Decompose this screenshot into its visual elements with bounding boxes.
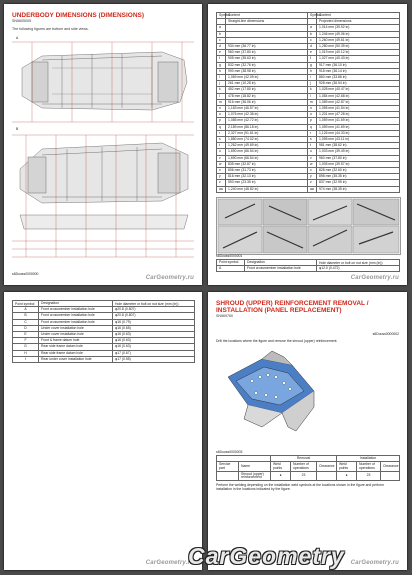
right-symbol: d: [308, 44, 317, 50]
point-designation: Rear side frame datum hole: [39, 350, 113, 356]
figure-caption: s6Douss0000000: [12, 272, 39, 276]
pt-header-hole: Hole diameter or bolt on nut size (mm (in)): [113, 301, 195, 307]
page-logo: CarGeometry.ru: [145, 560, 194, 566]
right-symbol: e: [308, 50, 317, 56]
point-designation: Rear side frame datum hole: [39, 344, 113, 350]
point-symbol: I: [13, 356, 39, 362]
right-symbol: u: [308, 149, 317, 155]
point-symbol-table: [216, 259, 400, 272]
group-header-removal: Removal: [271, 456, 337, 462]
weld-header: Number of operations: [291, 462, 317, 472]
right-symbol: w: [308, 161, 317, 167]
point-symbol: D: [13, 325, 39, 331]
left-value: 934 mm (36.77 in): [226, 44, 308, 50]
left-value: 1,880 mm (74.02 in): [226, 137, 308, 143]
right-symbol: r: [308, 130, 317, 136]
figure-b-label: B: [16, 127, 19, 131]
figure-a-label: A: [16, 36, 19, 40]
left-value: 806 mm (31.73 in): [226, 168, 308, 174]
left-symbol: v: [217, 155, 226, 161]
pt-header-symbol: Point symbol: [13, 301, 39, 307]
left-symbol: r: [217, 130, 226, 136]
weld-header: Weld points: [337, 462, 357, 472]
left-symbol: aa: [217, 186, 226, 192]
page-point-symbols: [4, 292, 202, 570]
left-symbol: y: [217, 174, 226, 180]
left-symbol: g: [217, 62, 226, 68]
right-symbol: i: [308, 75, 317, 81]
left-symbol: l: [217, 93, 226, 99]
right-symbol: v: [308, 155, 317, 161]
right-value: 1,055 mm (41.54 in): [317, 106, 400, 112]
page-shroud-removal: [208, 292, 407, 570]
left-value: 1,069 mm (42.09 in): [226, 75, 308, 81]
left-value: 1,690 mm (66.54 in): [226, 155, 308, 161]
ps-header-hole: Hole diameter or bolt on nut size (mm (in)): [317, 260, 400, 266]
point-designation: Rear under cover installation hole: [39, 356, 113, 362]
left-symbol: o: [217, 112, 226, 118]
left-symbol: b: [217, 31, 226, 37]
left-symbol: n: [217, 106, 226, 112]
page-logo: CarGeometry.ru: [350, 560, 399, 566]
left-value: 478 mm (18.82 in): [226, 93, 308, 99]
sub-header-projected: Projected dimensions: [317, 19, 400, 25]
right-value: 918 mm (36.14 in): [317, 68, 400, 74]
right-value: 1,019 mm (40.12 in): [317, 50, 400, 56]
left-symbol: s: [217, 137, 226, 143]
right-value: 898 mm (35.35 in): [317, 174, 400, 180]
right-value: 981 mm (38.62 in): [317, 143, 400, 149]
right-symbol: y: [308, 174, 317, 180]
right-value: 1,003 mm (39.49 in): [317, 149, 400, 155]
page-title: UNDERBODY DIMENSIONS (DIMENSIONS): [12, 12, 145, 19]
page-underbody-dimensions: [4, 4, 202, 285]
point-hole-size: φ20.8 (0.807): [113, 307, 195, 313]
page-logo: CarGeometry.ru: [145, 275, 194, 281]
header-symbol-left: Symbol: [217, 13, 226, 19]
right-symbol: p: [308, 118, 317, 124]
left-value: 452 mm (17.80 in): [226, 87, 308, 93]
underbody-side-view: [12, 129, 194, 269]
left-value: 960 mm (37.80 in): [226, 50, 308, 56]
left-symbol: e: [217, 50, 226, 56]
right-symbol: g: [308, 62, 317, 68]
right-symbol: x: [308, 168, 317, 174]
figure-caption: s6Douss0000003: [216, 450, 243, 454]
doc-id: SN569760: [216, 314, 233, 318]
weld-header: Weld points: [271, 462, 291, 472]
point-designation: Front crossmember installation hole: [39, 313, 113, 319]
footnote: Perform the welding depending on the installation weld symbols at the locations shown in the figure and perform installation in the locations indicated by the figure.: [216, 483, 384, 492]
right-value: 1,246 mm (49.06 in): [317, 31, 400, 37]
ps-header-symbol: Point symbol: [217, 260, 245, 266]
right-symbol: a: [308, 25, 317, 31]
point-designation: Under cover installation hole: [39, 325, 113, 331]
weld-cell: 23: [357, 472, 381, 481]
left-value: 1,262 mm (49.69 in): [226, 143, 308, 149]
point-row: [13, 356, 195, 362]
point-symbol: B: [13, 313, 39, 319]
right-symbol: m: [308, 99, 317, 105]
right-symbol: o: [308, 112, 317, 118]
header-content-left: Content: [226, 13, 308, 19]
right-value: 837 mm (32.95 in): [317, 180, 400, 186]
weld-cell: [381, 472, 400, 481]
point-hole-size: φ16 (0.63): [113, 338, 195, 344]
doc-id: SN5605005: [12, 19, 31, 23]
left-symbol: x: [217, 168, 226, 174]
repair-photos-grid: [217, 198, 400, 254]
weld-cell: [217, 472, 239, 481]
instruction-note: Drill the locations where the figure and remove the shroud (upper) reinforcement.: [216, 339, 338, 343]
weld-header: Name: [239, 462, 271, 472]
photo-panel: [216, 197, 401, 255]
right-symbol: f: [308, 56, 317, 62]
point-hole-size: φ17 (0.67): [113, 350, 195, 356]
right-symbol: t: [308, 143, 317, 149]
dimension-row: [217, 186, 400, 192]
shroud-reinforcement-illustration: [222, 347, 322, 433]
right-symbol: k: [308, 87, 317, 93]
left-symbol: z: [217, 180, 226, 186]
page-dimensions-table: [208, 4, 407, 285]
right-symbol: n: [308, 106, 317, 112]
point-symbol: G: [13, 344, 39, 350]
left-symbol: a: [217, 25, 226, 31]
left-value: 2,327 mm (91.61 in): [226, 130, 308, 136]
pt-header-designation: Designation: [39, 301, 113, 307]
left-symbol: d: [217, 44, 226, 50]
right-value: 1,126 mm (44.33 in): [317, 130, 400, 136]
left-value: 1,183 mm (46.57 in): [226, 106, 308, 112]
right-symbol: z: [308, 180, 317, 186]
right-value: 1,260 mm (49.61 in): [317, 37, 400, 43]
right-value: 928 mm (36.54 in): [317, 81, 400, 87]
header-symbol-right: Symbol: [308, 13, 317, 19]
right-value: 860 mm (33.86 in): [317, 75, 400, 81]
right-value: 1,014 mm (39.92 in): [317, 25, 400, 31]
right-symbol: b: [308, 31, 317, 37]
underbody-bottom-view: [12, 38, 194, 126]
ps-header-designation: Designation: [245, 260, 317, 266]
left-value: 1,240 mm (48.82 in): [226, 186, 308, 192]
left-value: 1,085 mm (42.72 in): [226, 118, 308, 124]
right-value: 1,280 mm (50.39 in): [317, 44, 400, 50]
left-value: 832 mm (32.76 in): [226, 62, 308, 68]
weld-header: Number of operations: [357, 462, 381, 472]
left-value: 990 mm (38.98 in): [226, 68, 308, 74]
left-symbol: i: [217, 75, 226, 81]
weld-cell: ●: [271, 472, 291, 481]
left-symbol: u: [217, 149, 226, 155]
right-value: 960 mm (37.80 in): [317, 155, 400, 161]
left-symbol: h: [217, 68, 226, 74]
right-value: 1,005 mm (39.57 in): [317, 161, 400, 167]
right-value: 1,089 mm (42.87 in): [317, 99, 400, 105]
point-hole-size: φ20.8 (0.807): [113, 313, 195, 319]
left-symbol: w: [217, 161, 226, 167]
weld-cell: ●: [337, 472, 357, 481]
left-symbol: q: [217, 124, 226, 130]
left-symbol: c: [217, 37, 226, 43]
point-symbol: C: [13, 319, 39, 325]
point-designation: Front crossmember installation hole: [39, 319, 113, 325]
left-value: 1,076 mm (42.36 in): [226, 112, 308, 118]
header-content-right: Content: [317, 13, 400, 19]
left-symbol: f: [217, 56, 226, 62]
right-symbol: c: [308, 37, 317, 43]
right-value: 1,059 mm (41.69 in): [317, 124, 400, 130]
left-value: 261 mm (10.28 in): [226, 81, 308, 87]
point-hole-size: φ16 (0.63): [113, 344, 195, 350]
intro-note: The following figures are bottom and side views.: [12, 27, 89, 31]
ps-row-designation: Front crossmember installation hole: [245, 266, 317, 272]
sub-header-straight: Straight-line dimensions: [226, 19, 308, 25]
left-value: 905 mm (35.63 in): [226, 56, 308, 62]
right-symbol: s: [308, 137, 317, 143]
right-symbol: aa: [308, 186, 317, 192]
right-value: 974 mm (38.35 in): [317, 186, 400, 192]
right-value: 1,028 mm (40.47 in): [317, 87, 400, 93]
point-hole-size: φ17 (0.55): [113, 356, 195, 362]
right-symbol: l: [308, 93, 317, 99]
left-symbol: k: [217, 87, 226, 93]
point-symbols-table: [12, 300, 195, 363]
right-value: 1,084 mm (42.68 in): [317, 93, 400, 99]
point-designation: Under cover installation hole: [39, 332, 113, 338]
weld-header: Clearance: [317, 462, 337, 472]
point-hole-size: φ16 (0.65): [113, 325, 195, 331]
page-title: SHROUD (UPPER) REINFORCEMENT REMOVAL / INSTALLATION (PANEL REPLACEMENT): [216, 300, 369, 314]
point-designation: Front & frame datum hole: [39, 338, 113, 344]
point-designation: Front crossmember installation hole: [39, 307, 113, 313]
right-symbol: h: [308, 68, 317, 74]
ps-row-hole: φ12.0 (0.472): [317, 266, 400, 272]
right-symbol: j: [308, 81, 317, 87]
left-value: 816 mm (32.13 in): [226, 174, 308, 180]
left-value: 916 mm (36.06 in): [226, 99, 308, 105]
left-symbol: t: [217, 143, 226, 149]
ps-row-symbol: A: [217, 266, 245, 272]
left-value: 835 mm (32.87 in): [226, 161, 308, 167]
weld-cell: [317, 472, 337, 481]
watermark-logo: CarGeometry: [188, 543, 345, 569]
point-symbol: H: [13, 350, 39, 356]
weld-cell: 23: [291, 472, 317, 481]
left-symbol: m: [217, 99, 226, 105]
right-value: 1,201 mm (47.28 in): [317, 112, 400, 118]
left-value: 2,189 mm (86.18 in): [226, 124, 308, 130]
left-symbol: p: [217, 118, 226, 124]
right-value: 828 mm (32.60 in): [317, 168, 400, 174]
left-value: 593 mm (23.35 in): [226, 180, 308, 186]
point-hole-size: φ16 (0.79): [113, 319, 195, 325]
point-symbol: A: [13, 307, 39, 313]
right-symbol: q: [308, 124, 317, 130]
right-value: 1,027 mm (40.43 in): [317, 56, 400, 62]
left-value: 1,690 mm (66.54 in): [226, 149, 308, 155]
dimensions-table: [216, 12, 400, 193]
weld-header: Clearance: [381, 462, 400, 472]
point-symbol: E: [13, 332, 39, 338]
point-hole-size: φ16 (0.63): [113, 332, 195, 338]
right-value: 1,059 mm (41.69 in): [317, 118, 400, 124]
page-logo: CarGeometry.ru: [350, 275, 399, 281]
weld-header: Service part: [217, 462, 239, 472]
weld-cell: Shroud (upper) reinforcement: [239, 472, 271, 481]
right-value: 917 mm (36.10 in): [317, 62, 400, 68]
point-symbol: F: [13, 338, 39, 344]
weld-table: [216, 455, 400, 481]
photo-caption: s6Douss0000001: [216, 254, 243, 258]
figure-ref: s6Douss0000002: [372, 332, 399, 336]
group-header-installation: Installation: [337, 456, 400, 462]
left-symbol: j: [217, 81, 226, 87]
right-value: 1,095 mm (43.11 in): [317, 137, 400, 143]
